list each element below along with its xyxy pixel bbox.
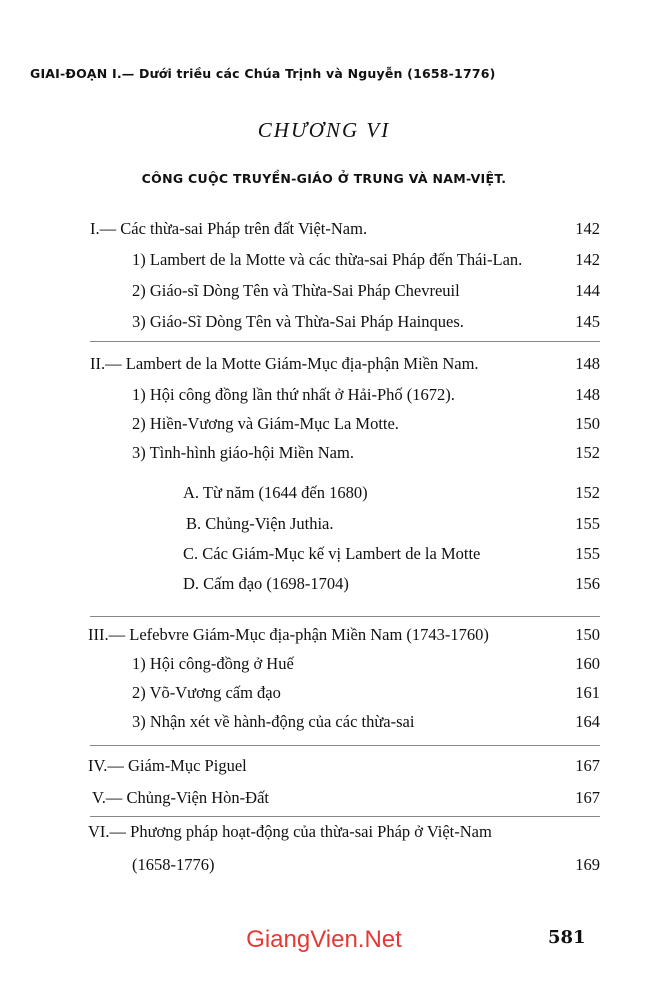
toc-entry-text: A. Từ năm (1644 đến 1680) [183, 483, 368, 502]
toc-entry [132, 681, 600, 705]
toc-entry-section-3 [88, 623, 600, 647]
running-head: GIAI-ĐOẠN I.— Dưới triều các Chúa Trịnh và Nguyễn (1658-1776) [30, 66, 496, 81]
toc-entry-text: C. Các Giám-Mục kế vị Lambert de la Motte [183, 544, 481, 563]
toc-entry-page: 161 [575, 683, 600, 702]
toc-entry-page: 155 [575, 544, 600, 563]
toc-entry [132, 279, 600, 303]
toc-entry-page: 142 [575, 250, 600, 269]
toc-entry-text: 1) Hội công đồng lần thứ nhất ở Hải-Phố (1672). [132, 385, 455, 404]
toc-entry [132, 412, 600, 436]
toc-entry-text: 3) Giáo-Sĩ Dòng Tên và Thừa-Sai Pháp Hainques. [132, 312, 464, 331]
toc-entry-page: 156 [575, 574, 600, 593]
toc-entry-text: 2) Giáo-sĩ Dòng Tên và Thừa-Sai Pháp Chevreuil [132, 281, 460, 300]
toc-entry-text: III.— Lefebvre Giám-Mục địa-phận Miền Nam (1743-1760) [88, 625, 489, 644]
toc-entry-page: 148 [575, 385, 600, 404]
section-divider [90, 745, 600, 746]
toc-entry-section-4 [88, 754, 600, 778]
toc-entry-text: (1658-1776) [132, 855, 215, 874]
section-divider [90, 341, 600, 342]
toc-entry-page: 144 [575, 281, 600, 300]
toc-entry [183, 542, 600, 566]
toc-entry [186, 512, 600, 536]
page-number: 581 [548, 927, 586, 948]
section-divider [90, 816, 600, 817]
toc-entry-page: 160 [575, 654, 600, 673]
toc-entry [132, 652, 600, 676]
toc-entry [132, 710, 600, 734]
toc-entry-text: 3) Nhận xét về hành-động của các thừa-sai [132, 712, 415, 731]
toc-entry-page: 152 [575, 483, 600, 502]
section-divider [90, 616, 600, 617]
toc-entry-text: IV.— Giám-Mục Piguel [88, 756, 247, 775]
toc-entry-page: 155 [575, 514, 600, 533]
toc-entry [183, 572, 600, 596]
toc-entry-text: I.— Các thừa-sai Pháp trên đất Việt-Nam. [90, 219, 368, 238]
chapter-label: CHƯƠNG VI [257, 118, 391, 142]
toc-entry-text: 2) Hiền-Vương và Giám-Mục La Motte. [132, 414, 399, 433]
toc-entry [132, 853, 600, 877]
toc-entry-text: 1) Hội công-đồng ở Huế [132, 654, 294, 673]
toc-entry-page: 150 [575, 625, 600, 644]
toc-entry [132, 441, 600, 465]
toc-entry-section-6 [88, 820, 600, 844]
toc-entry-text: 3) Tình-hình giáo-hội Miền Nam. [132, 443, 354, 462]
toc-entry [132, 310, 600, 334]
toc-entry-text: D. Cấm đạo (1698-1704) [183, 574, 349, 593]
toc-entry-text: 2) Võ-Vương cấm đạo [132, 683, 281, 702]
toc-entry-text: II.— Lambert de la Motte Giám-Mục địa-phận Miền Nam. [90, 354, 479, 373]
toc-entry-page: 169 [575, 855, 600, 874]
toc-entry-text: V.— Chủng-Viện Hòn-Đất [92, 788, 269, 807]
toc-entry-section-1 [90, 217, 600, 241]
toc-entry-page: 142 [575, 219, 600, 238]
toc-entry-page: 148 [575, 354, 600, 373]
toc-entry [183, 481, 600, 505]
toc-entry-page: 167 [575, 788, 600, 807]
toc-entry-page: 152 [575, 443, 600, 462]
toc-entry-page: 145 [575, 312, 600, 331]
toc-entry-page: 164 [575, 712, 600, 731]
toc-entry-text: 1) Lambert de la Motte và các thừa-sai Pháp đến Thái-Lan. [132, 250, 523, 269]
toc-entry [132, 383, 600, 407]
toc-entry-text: B. Chủng-Viện Juthia. [186, 514, 334, 533]
toc-entry-page: 167 [575, 756, 600, 775]
toc-entry-section-5 [92, 786, 600, 810]
chapter-title: CÔNG CUỘC TRUYỀN-GIÁO Ở TRUNG VÀ NAM-VIỆT. [141, 171, 507, 186]
watermark: GiangVien.Net [246, 926, 402, 953]
toc-entry [132, 248, 600, 272]
toc-entry-page: 150 [575, 414, 600, 433]
toc-entry-text: VI.— Phương pháp hoạt-động của thừa-sai Pháp ở Việt-Nam [88, 822, 492, 841]
toc-entry-section-2 [90, 352, 600, 376]
